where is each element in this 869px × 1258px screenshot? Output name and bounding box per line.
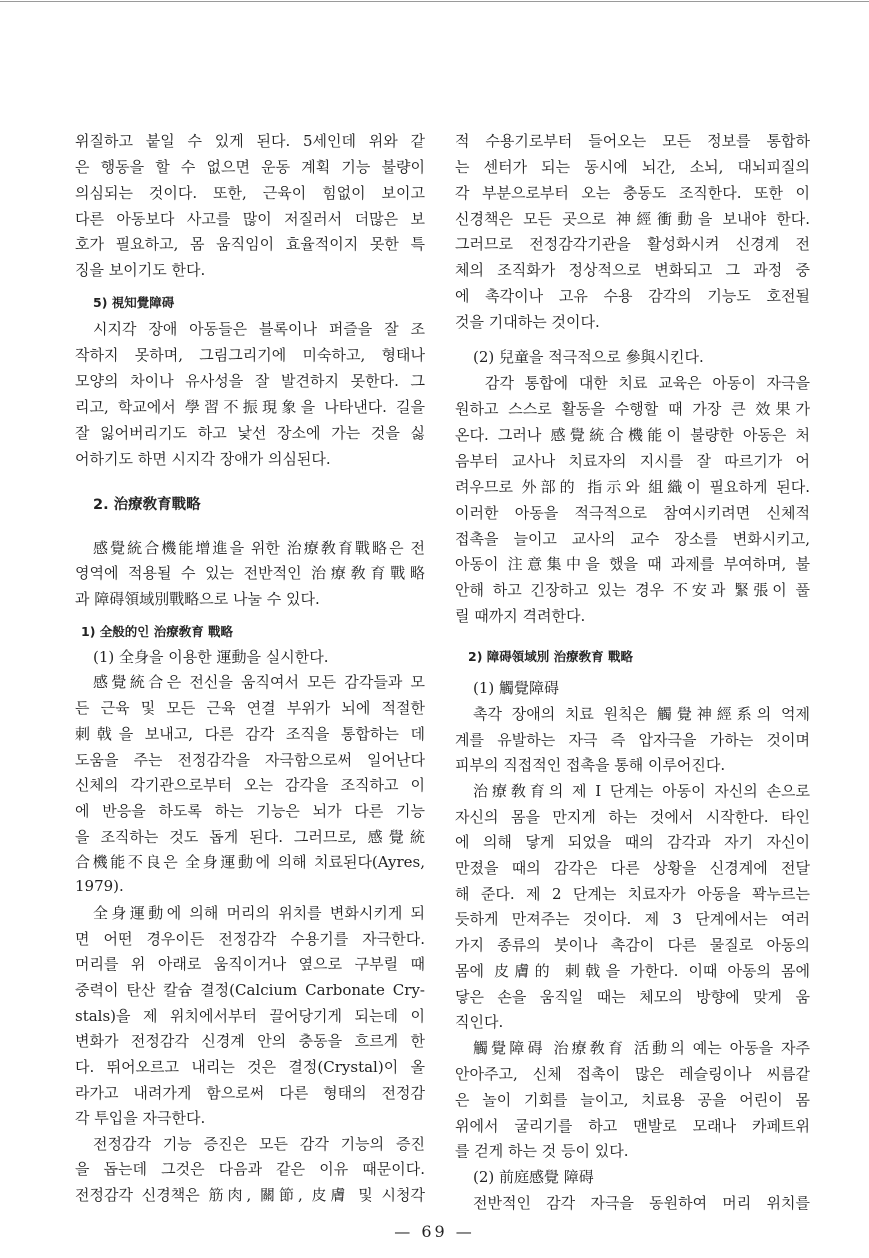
left-column [75,0,425,1258]
text-line: 듯하게 만져주는 것이다. 제 3 단계에서는 여러 [455,910,810,928]
text-line: 觸覺障碍 治療敎育 活動의 예는 아동을 자주 [473,1039,810,1057]
right-column [455,0,810,1258]
text-line: 을 조직하는 것도 돕게 된다. 그러므로, 感覺統 [75,828,425,846]
text-line: 전정감각 신경책은 筋肉, 關節, 皮膚 및 시청각 [75,1186,425,1204]
text-line: 만졌을 때의 감각은 다른 상황을 신경계에 전달 [455,859,810,877]
text-line: 것을 기대하는 것이다. [455,313,600,331]
page-number: — 69 — [394,1222,475,1241]
text-line: 변화가 전정감각 신경계 안의 충동을 흐르게 한 [75,1032,425,1050]
text-line: 려우므로 外部的 指示와 組織이 필요하게 된다. [455,478,810,496]
text-line: 에 촉각이나 고유 수용 감각의 기능도 호전될 [455,287,810,305]
subsection-heading: 1) 全般的인 治療敎育 戰略 [81,624,234,639]
text-line: 안해 하고 긴장하고 있는 경우 不安과 緊張이 풀 [455,581,810,599]
text-line: 몸에 皮膚的 刺戟을 가한다. 이때 아동의 몸에 [455,962,810,980]
text-line: 刺戟을 보내고, 다른 감각 조직을 통합하는 데 [75,725,425,743]
text-line: 를 걷게 하는 것 등이 있다. [455,1142,629,1160]
text-line: 계를 유발하는 자극 즉 압자극을 가하는 것이며 [455,731,810,749]
text-line: 시지각 장애 아동들은 블록이나 퍼즐을 잘 조 [93,320,425,338]
item-heading: (2) 兒童을 적극적으로 參與시킨다. [473,348,704,366]
text-line: 모양의 차이나 유사성을 잘 발견하지 못한다. 그 [75,372,425,390]
text-line: 이러한 아동을 적극적으로 참여시키려면 신체적 [455,504,810,522]
text-line: 감각 통합에 대한 치료 교육은 아동이 자극을 [485,374,810,392]
text-line: 징을 보이기도 한다. [75,261,206,279]
text-line: 신경책은 모든 곳으로 神經衝動을 보내야 한다. [455,210,810,228]
text-line: 전정감각 기능 증진은 모든 감각 기능의 증진 [93,1135,425,1153]
text-line: 을 돕는데 그것은 다음과 같은 이유 때문이다. [75,1160,425,1178]
text-line: 중력이 탄산 칼슘 결정(Calcium Carbonate Cry- [75,981,425,999]
text-line: 다. 뛰어오르고 내리는 것은 결정(Crystal)이 올 [75,1058,425,1076]
text-line: 작하지 못하며, 그림그리기에 미숙하고, 형태나 [75,346,425,364]
item-heading: (1) 觸覺障碍 [473,679,560,697]
text-line: 닿은 손을 움직일 때는 체모의 방향에 맞게 움 [455,988,810,1006]
section-heading: 2. 治療敎育戰略 [93,497,201,513]
text-line: 도움을 주는 전정감각을 자극함으로써 일어난다 [75,751,425,769]
text-line: 원하고 스스로 활동을 수행할 때 가장 큰 效果가 [455,400,810,418]
text-line: stals)을 제 위치에서부터 끌어당기게 되는데 이 [75,1007,425,1025]
text-line: 해 준다. 제 2 단계는 치료자가 아동을 꽉누르는 [455,885,810,903]
text-line: 온다. 그러나 感覺統合機能이 불량한 아동은 처 [455,426,810,444]
text-line: 感覺統合機能增進을 위한 治療敎育戰略은 전 [93,539,425,557]
text-line: 든 근육 및 모든 근육 연결 부위가 뇌에 적절한 [75,699,425,717]
item-heading: (1) 全身을 이용한 運動을 실시한다. [93,648,329,666]
text-line: 아동이 注意集中을 했을 때 과제를 부여하며, 불 [455,555,810,573]
text-line: 호가 필요하고, 몸 움직임이 효율적이지 못한 특 [75,235,425,253]
text-line: 잘 잃어버리기도 하고 낯선 장소에 가는 것을 싫 [75,424,425,442]
text-line: 全身運動에 의해 머리의 위치를 변화시키게 되 [93,904,425,922]
text-line: 자신의 몸을 만지게 하는 것에서 시작한다. 타인 [455,808,810,826]
text-line: 피부의 직접적인 접촉을 통해 이루어진다. [455,756,726,774]
text-line: 治療敎育의 제 I 단계는 아동이 자신의 손으로 [473,782,810,800]
text-line: 접촉을 늘이고 교사의 교수 장소를 변화시키고, [455,530,810,548]
subsection-heading: 2) 障碍領域別 治療敎育 戰略 [468,649,633,664]
text-line: 어하기도 하면 시지각 장애가 의심된다. [75,450,331,468]
subsection-heading: 5) 視知覺障碍 [93,295,175,310]
text-line: 각 투입을 자극한다. [75,1109,206,1127]
text-line: 에 반응을 하도록 하는 기능은 뇌가 다른 기능 [75,802,425,820]
text-line: 1979). [75,877,124,895]
text-line: 신체의 각기관으로부터 오는 감각을 조직하고 이 [75,776,425,794]
text-line: 적 수용기로부터 들어오는 모든 정보를 통합하 [455,132,810,150]
text-line: 위질하고 붙일 수 있게 된다. 5세인데 위와 같 [75,132,425,150]
text-line: 에 의해 닿게 되었을 때의 감각과 자기 자신이 [455,833,810,851]
text-line: 직인다. [455,1013,504,1031]
text-line: 전반적인 감각 자극을 동원하여 머리 위치를 [473,1194,810,1212]
text-line: 다른 아동보다 사고를 많이 저질러서 더많은 보 [75,210,425,228]
item-heading: (2) 前庭感覺 障碍 [473,1168,594,1186]
text-line: 合機能不良은 全身運動에 의해 치료된다(Ayres, [75,853,425,871]
text-line: 릴 때까지 격려한다. [455,607,586,625]
text-line: 은 놀이 기회를 늘이고, 치료용 공을 어린이 몸 [455,1091,810,1109]
text-line: 과 障碍領域別戰略으로 나눌 수 있다. [75,590,320,608]
text-line: 리고, 학교에서 學習不振現象을 나타낸다. 길을 [75,398,425,416]
text-line: 체의 조직화가 정상적으로 변화되고 그 과정 중 [455,261,810,279]
text-line: 머리를 위 아래로 움직이거나 옆으로 구부릴 때 [75,955,425,973]
text-line: 음부터 교사나 치료자의 지시를 잘 따르기가 어 [455,452,810,470]
text-line: 라가고 내려가게 함으로써 다른 형태의 전정감 [75,1084,425,1102]
text-line: 안아주고, 신체 접촉이 많은 레슬링이나 씨름같 [455,1065,810,1083]
text-line: 의심되는 것이다. 또한, 근육이 힘없이 보이고 [75,184,425,202]
text-line: 感覺統合은 전신을 움직여서 모든 감각들과 모 [93,673,425,691]
text-line: 각 부분으로부터 오는 충동도 조직한다. 또한 이 [455,184,810,202]
text-line: 영역에 적용될 수 있는 전반적인 治療敎育戰略 [75,564,425,582]
text-line: 은 행동을 할 수 없으면 운동 계획 기능 불량이 [75,158,425,176]
text-line: 면 어떤 경우이든 전정감각 수용기를 자극한다. [75,930,425,948]
text-line: 그러므로 전정감각기관을 활성화시켜 신경계 전 [455,235,810,253]
text-line: 는 센터가 되는 동시에 뇌간, 소뇌, 대뇌피질의 [455,158,810,176]
text-line: 위에서 굴리기를 하고 맨발로 모래나 카페트위 [455,1117,810,1135]
text-line: 가지 종류의 붓이나 촉감이 다른 물질로 아동의 [455,936,810,954]
text-line: 촉각 장애의 치료 원칙은 觸覺神經系의 억제 [473,705,810,723]
